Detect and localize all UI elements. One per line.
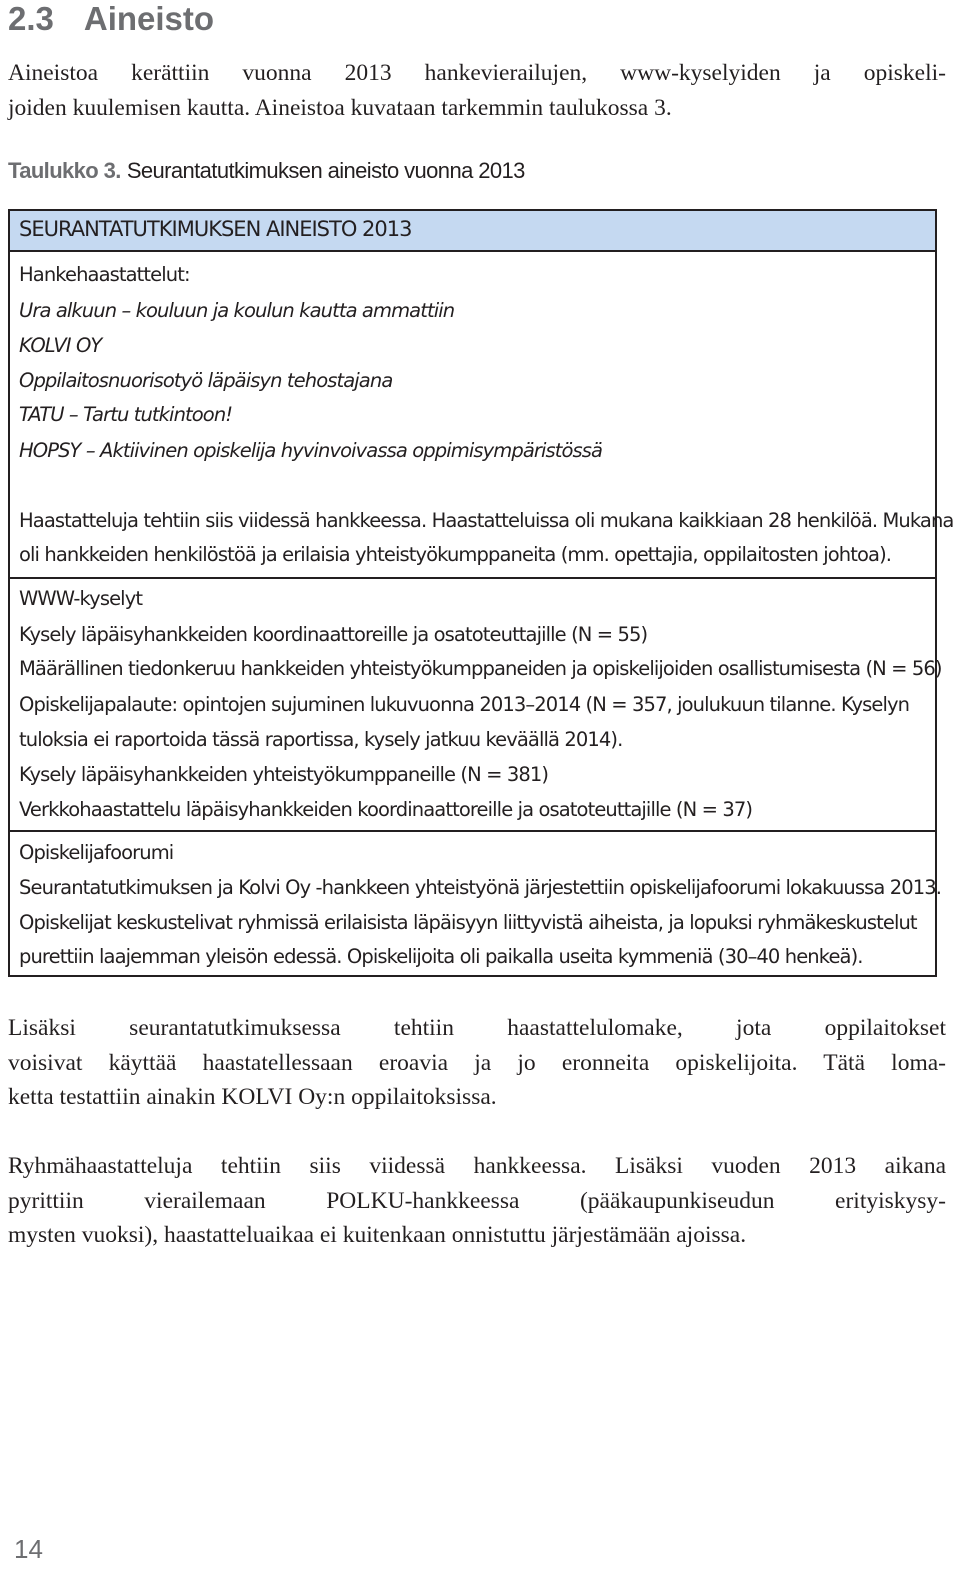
www-line: Kysely läpäisyhankkeiden yhteistyökumppaneille (N = 381): [19, 763, 549, 786]
hanke-description-line: oli hankkeiden henkilöstöä ja erilaisia yhteistyökumppaneita (mm. opettajia, oppilaitosten johtoa).: [19, 543, 892, 566]
paragraph-line: Ryhmähaastatteluja tehtiin siis viidessä hankkeessa. Lisäksi vuoden 2013 aikana: [8, 1153, 946, 1179]
hanke-project-item: TATU – Tartu tutkintoon!: [19, 403, 233, 426]
table-divider: [10, 577, 935, 579]
body-paragraph: [8, 1011, 946, 1115]
paragraph-line: ketta testattiin ainakin KOLVI Oy:n oppilaitoksissa.: [8, 1084, 497, 1110]
intro-paragraph: [8, 56, 946, 125]
paragraph-line: voisivat käyttää haastatellessaan eroavia ja jo eronneita opiskelijoita. Tätä loma-: [8, 1049, 946, 1076]
table-header-title: SEURANTATUTKIMUKSEN AINEISTO 2013: [19, 217, 412, 241]
data-table: [8, 209, 954, 977]
paragraph-line: pyrittiin vierailemaan POLKU-hankkeessa (pääkaupunkiseudun erityiskysy-: [8, 1187, 946, 1214]
table-divider: [10, 830, 935, 832]
table-caption-label: Taulukko 3.: [8, 158, 121, 183]
www-line: Verkkohaastattelu läpäisyhankkeiden koordinaattoreille ja osatoteuttajille (N = 37): [19, 798, 753, 821]
section-number: 2.3: [8, 0, 54, 37]
www-line: Kysely läpäisyhankkeiden koordinaattoreille ja osatoteuttajille (N = 55): [19, 623, 648, 646]
body-paragraph: [8, 1149, 946, 1253]
hanke-description-line: Haastatteluja tehtiin siis viidessä hankkeessa. Haastatteluissa oli mukana kaikkiaan 28 henkilöä. Mukana: [19, 509, 954, 532]
hanke-project-item: Oppilaitosnuorisotyö läpäisyn tehostajana: [19, 369, 393, 392]
forum-section-title: Opiskelijafoorumi: [19, 841, 174, 864]
page-number: 14: [14, 1534, 43, 1564]
forum-line: Opiskelijat keskustelivat ryhmissä erilaisista läpäisyyn liittyvistä aiheista, ja lopuksi ryhmäkeskustelut: [19, 911, 917, 934]
table-caption: [8, 158, 525, 184]
intro-line: joiden kuulemisen kautta. Aineistoa kuvataan tarkemmin taulukossa 3.: [8, 94, 672, 121]
www-line: Määrällinen tiedonkeruu hankkeiden yhteistyökumppaneiden ja opiskelijoiden osallistumisesta (N = 56): [19, 657, 942, 680]
www-line: tuloksia ei raportoida tässä raportissa, kysely jatkuu keväällä 2014).: [19, 728, 623, 751]
forum-line: purettiin laajemman yleisön edessä. Opiskelijoita oli paikalla useita kymmeniä (30–40 henkeä).: [19, 945, 863, 968]
intro-line: Aineistoa kerättiin vuonna 2013 hankevierailujen, www-kyselyiden ja opiskeli-: [8, 60, 946, 86]
paragraph-line: Lisäksi seurantatutkimuksessa tehtiin haastattelulomake, jota oppilaitokset: [8, 1015, 946, 1041]
hanke-project-item: Ura alkuun – kouluun ja koulun kautta ammattiin: [19, 299, 455, 322]
section-heading: [8, 0, 214, 38]
paragraph-line: mysten vuoksi), haastatteluaikaa ei kuitenkaan onnistuttu järjestämään ajoissa.: [8, 1222, 747, 1248]
hanke-project-item: HOPSY – Aktiivinen opiskelija hyvinvoivassa oppimisympäristössä: [19, 439, 603, 462]
hanke-section-title: Hankehaastattelut:: [19, 263, 190, 286]
table-caption-text: Seurantatutkimuksen aineisto vuonna 2013: [126, 158, 525, 183]
table-header: [10, 211, 935, 252]
section-title: Aineisto: [83, 0, 215, 37]
www-section-title: WWW-kyselyt: [19, 587, 143, 610]
www-line: Opiskelijapalaute: opintojen sujuminen lukuvuonna 2013–2014 (N = 357, joulukuun tilanne. Kyselyn: [19, 693, 910, 716]
forum-line: Seurantatutkimuksen ja Kolvi Oy -hankkeen yhteistyönä järjestettiin opiskelijafoorumi lokakuussa 2013.: [19, 876, 942, 899]
hanke-project-item: KOLVI OY: [19, 334, 102, 357]
